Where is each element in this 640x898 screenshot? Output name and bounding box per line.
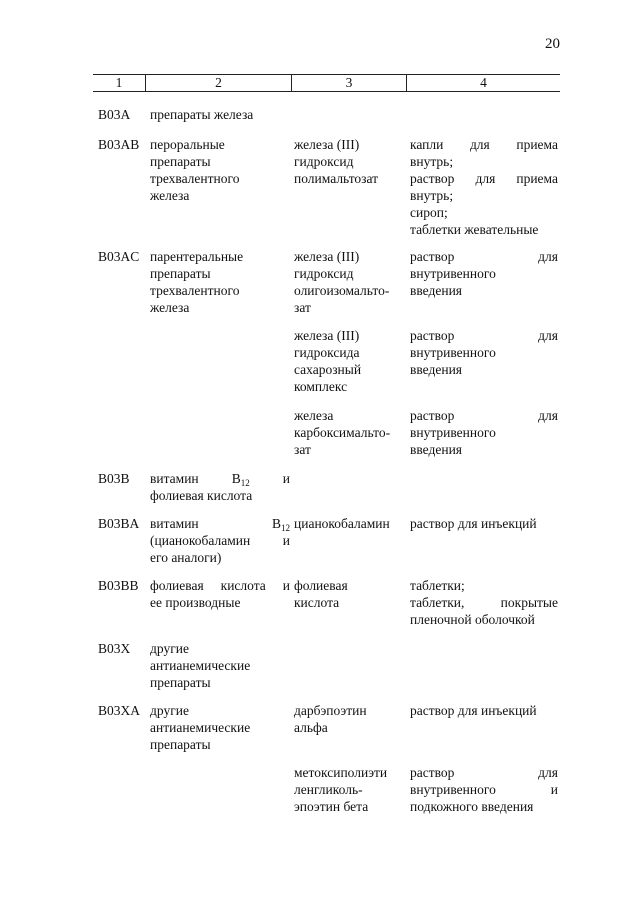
atc-name: витамин $B_{12}$ (цианокобаламин и его аналоги) [150,516,290,565]
drug-name: фолиевая кислота [294,578,348,610]
dosage-forms: раствор для внутривенного введения [410,328,558,377]
atc-name: парентеральные препараты трехвалентного железа [150,249,244,315]
drug-name: железа (III) гидроксид олигоизомальто- зат [294,249,390,315]
atc-code: B03XA [98,703,141,718]
atc-code: B03A [98,107,131,122]
dosage-forms: раствор для инъекций [410,516,537,531]
atc-name: другие антианемические препараты [150,703,251,752]
drug-name: железа (III) гидроксид полимальтозат [294,137,379,186]
drug-name: железа (III) гидроксида сахарозный комплекс [294,328,362,394]
drug-name: метоксиполиэти ленгликоль- эпоэтин бета [294,765,388,814]
drug-name: железа карбоксимальто- зат [294,408,391,457]
atc-name: витамин $B_{12}$ и фолиевая кислота [150,471,290,503]
dosage-forms: капли для приема внутрь; раствор для приема внутрь; сироп; таблетки жевательные [410,137,558,237]
atc-name: препараты железа [150,107,254,122]
atc-code: B03BB [98,578,139,593]
page-number: 20 [545,36,560,52]
header-col-3: 3 [345,75,353,90]
header-col-1: 1 [115,75,123,90]
header-col-4: 4 [480,75,487,90]
drug-name: цианокобаламин [294,516,390,531]
dosage-forms: раствор для внутривенного введения [410,408,558,457]
dosage-forms: раствор для внутривенного введения [410,249,558,298]
dosage-forms: раствор для инъекций [410,703,537,718]
atc-name: пероральные препараты трехвалентного железа [150,137,240,203]
atc-code: B03B [98,471,130,486]
atc-code: B03X [98,641,131,656]
atc-code: B03AB [98,137,140,152]
dosage-forms: таблетки; таблетки, покрытые пленочной оболочкой [410,578,558,627]
table-header [93,74,560,92]
atc-code: B03BA [98,516,140,531]
header-col-2: 2 [215,75,222,90]
atc-name: другие антианемические препараты [150,641,251,690]
dosage-forms: раствор для внутривенного и подкожного введения [410,765,558,814]
drug-name: дарбэпоэтин альфа [294,703,367,735]
atc-code: B03AC [98,249,140,264]
atc-name: фолиевая кислота и ее производные [150,578,290,610]
